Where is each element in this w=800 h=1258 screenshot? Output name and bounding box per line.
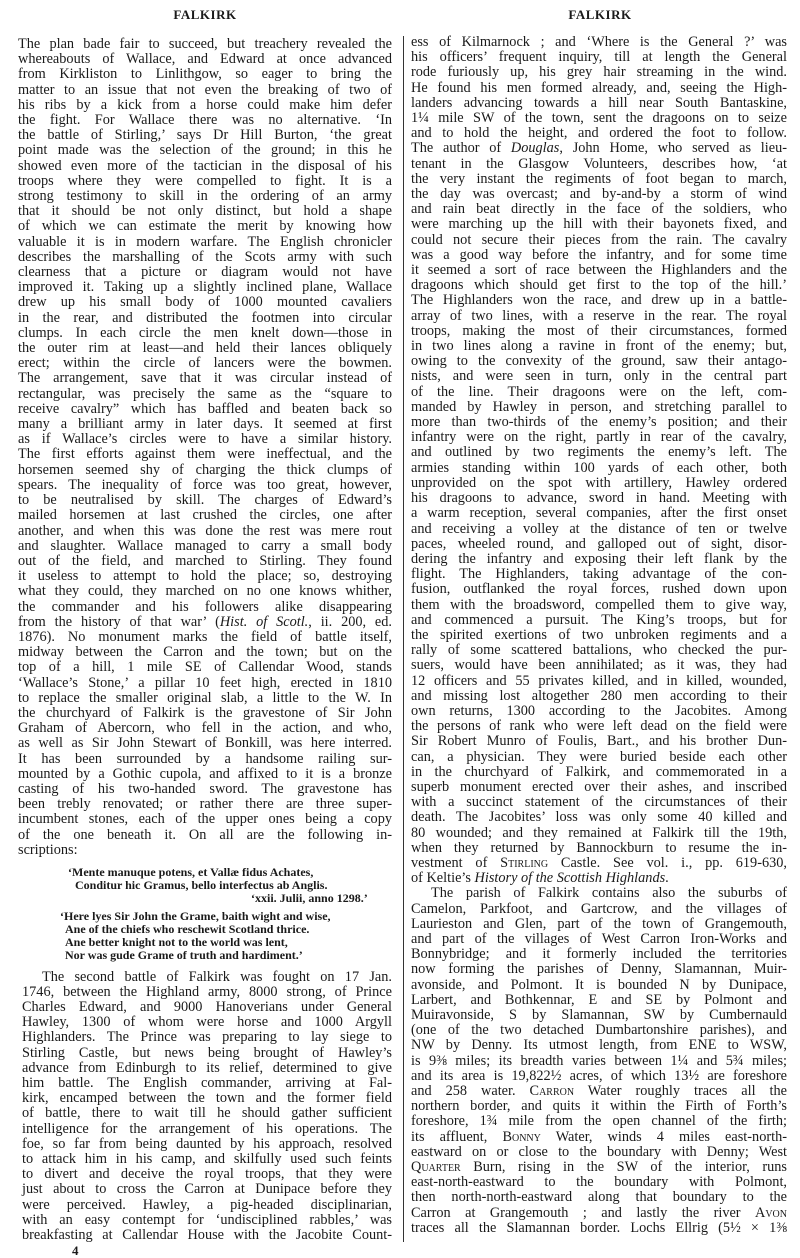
text-line: the churchyard of Falkirk is the gravestone of Sir John	[18, 704, 392, 721]
text-line: foe, so far from being daunted by his approach, resolved	[22, 1135, 392, 1152]
small-caps-text: Avon	[755, 1204, 787, 1221]
text-line: it useless to attempt to hold the place; so, destroying	[18, 568, 392, 585]
text-line: him battle. The English commander, arriving at Fal-	[22, 1074, 392, 1091]
page-number: 4	[72, 1243, 79, 1258]
text-line	[411, 1206, 787, 1221]
text-line	[411, 871, 787, 886]
text-line: his officers’ frequent inquiry, till at length the General	[411, 49, 787, 66]
text-line: avonside, and Polmont. It is bounded N by Dunipace,	[411, 976, 787, 993]
text-line: fusion, outflanked the royal forces, rushed down upon	[411, 581, 787, 598]
text-line: were perceived. Hawley, a pig-headed disciplinarian,	[22, 1196, 392, 1213]
text-line: dering the infantry and exposing their left flank by the	[411, 550, 787, 567]
text-line: Muiravonside, S by Slamannan, SW by Cumbernauld	[411, 1007, 787, 1023]
text-line: advance from Edinburgh to its relief, determined to give	[22, 1059, 392, 1076]
italic-text: History of the Scottish Highlands	[474, 870, 666, 887]
text-line: The arrangement, save that it was circular instead of	[18, 370, 392, 387]
text-segment: .	[665, 870, 669, 887]
text-line: been trebly renovated; or rather there are three super-	[18, 796, 392, 813]
text-segment: , John Home, who served as lieu-	[559, 140, 787, 157]
text-line: death. The Jacobites’ loss was only some 40 killed and	[411, 809, 787, 826]
text-line: 80 wounded; and they remained at Falkirk till the 19th,	[411, 824, 787, 841]
text-line: scriptions:	[18, 841, 78, 858]
text-segment: Carron at Grangemouth ; and lastly the river	[411, 1204, 755, 1221]
text-line: as well as Sir John Stewart of Bonkill, was here interred.	[18, 735, 392, 752]
text-line: 12 officers and 55 privates killed, and in killed, wounded,	[411, 672, 787, 689]
text-line: and rain beat directly in the face of the soldiers, who	[411, 201, 787, 218]
text-line: The first efforts against them were ineffectual, and the	[18, 446, 392, 463]
text-line: mounted by a Gothic cupola, and affixed to it is a bronze	[18, 765, 392, 782]
text-line: many a brilliant army in later days. It seemed at first	[18, 416, 392, 433]
text-line: Highlanders. The Prince was preparing to lay siege to	[22, 1029, 392, 1046]
text-line: whereabouts of Wallace, and Edward at once advanced	[18, 51, 392, 68]
inscription-latin	[68, 866, 392, 904]
text-line: landers advancing towards a hill near South Bantaskine,	[411, 94, 787, 111]
text-line: when they returned by Bannockburn to resume the in-	[411, 839, 787, 856]
text-line: of which we can estimate the merit by knowing how	[18, 218, 392, 235]
text-line: eastward on or close to the boundary with Denny; West	[411, 1143, 787, 1160]
text-line: and outlined by two regiments the enemy’s left. The	[411, 444, 787, 461]
text-line: Bonnybridge; and it formerly included the territories	[411, 946, 787, 963]
text-line: as if Wallace’s circles were to have a similar history.	[18, 431, 392, 448]
text-segment: Castle. See vol. i., pp. 619-630,	[548, 854, 787, 871]
text-line: and to hold the height, and ordered the foot to follow.	[411, 125, 787, 142]
text-line: Charles Edward, and 9000 Hanoverians under General	[22, 998, 392, 1015]
text-line: 1¼ mile SW of the town, sent the dragoons on to seize	[411, 110, 787, 127]
text-line: infantry were on the right, partly in rear of the cavalry,	[411, 429, 787, 446]
text-line: now forming the parishes of Denny, Slamannan, Muir-	[411, 961, 787, 978]
inscription-date: ‘xxii. Julii, anno 1298.’	[251, 890, 368, 905]
text-line: can, a physician. They were buried beside each other	[411, 748, 787, 765]
text-line: own returns, 1300 according to the Jacobites. Among	[411, 702, 787, 719]
text-line: midway between the Carron and the town; but on the	[18, 644, 392, 661]
text-line: with a succinct statement of the circumstances of their	[411, 794, 787, 811]
text-line: in the rear, and distributed the footmen into circular	[18, 309, 392, 326]
text-line: of battle, there to wait till he should gather sufficient	[22, 1105, 392, 1122]
text-segment: Water, winds 4 miles east-north-	[540, 1128, 787, 1145]
text-line: kirk, encamped between the town and the former field	[22, 1090, 392, 1107]
text-line: The parish of Falkirk contains also the suburbs of	[431, 885, 787, 902]
text-line: to attack him in his camp, and skilfully used such feints	[22, 1150, 392, 1167]
text-line: valuable it is in modern warfare. The English chronicler	[18, 233, 392, 250]
text-line: 1876). No monument marks the field of battle itself,	[18, 628, 392, 645]
text-line: that it should be not only distinct, but hold a shape	[18, 203, 392, 220]
text-line: unprovided on the spot with artillery, Hawley ordered	[411, 474, 787, 491]
text-line	[411, 1160, 787, 1175]
text-line: east-north-eastward to the boundary with Polmont,	[411, 1174, 787, 1191]
text-line: northern border, and quits it within the Firth of Forth’s	[411, 1098, 787, 1115]
text-line: and commenced a pursuit. The King’s troops, but for	[411, 611, 787, 628]
text-line: Laurieston and Glen, part of the town of Grangemouth,	[411, 915, 787, 932]
text-line: clumps. In each circle the men knelt down—those in	[18, 324, 392, 341]
text-line: his ribs by a kick from a horse could make him defer	[18, 96, 392, 113]
text-line: in the churchyard of Falkirk, and commemorated in a	[411, 763, 787, 780]
text-line: casting of his two-handed sword. The gravestone has	[18, 780, 392, 797]
text-segment: , ii. 200, ed.	[308, 613, 393, 630]
text-line: and part of the villages of West Carron Iron-Works and	[411, 930, 787, 947]
italic-text: Hist. of Scotl.	[219, 613, 309, 630]
text-line: was a good way before the infantry, and for some time	[411, 246, 787, 263]
text-line: traces all the Slamannan border. Lochs Ellrig (5½ × 1⅜	[411, 1219, 787, 1236]
text-line: and its area is 19,822½ acres, of which 13½ are foreshore	[411, 1067, 787, 1084]
text-line: and slaughter. Wallace managed to carry a small body	[18, 537, 392, 554]
text-segment: its affluent,	[411, 1128, 503, 1145]
text-line: strong testimony to skill in the ordering of an army	[18, 188, 392, 205]
text-line: flight. The Highlanders, taking advantage of the con-	[411, 566, 787, 583]
text-line: intelligence for the arrangement of his operations. The	[22, 1120, 392, 1137]
italic-text: Douglas	[510, 140, 560, 157]
text-line: (one of the two detached Dumbartonshire parishes), and	[411, 1022, 787, 1039]
text-line: manded by Hawley in person, and stretching parallel to	[411, 398, 787, 415]
left-column	[18, 37, 392, 1258]
column-divider	[403, 36, 404, 1242]
text-line: spears. The inequality of force was too great, however,	[18, 476, 392, 493]
inscription-line: Ane better knight not to the world was lent,	[65, 934, 288, 949]
text-line: superb monument erected over their ashes, and inscribed	[411, 778, 787, 795]
inscription-line: Ane of the chiefs who reschewit Scotland thrice.	[65, 922, 310, 937]
text-line: and receiving a volley at the distance of ten or twelve	[411, 520, 787, 537]
inscription-scots	[60, 910, 392, 961]
inscription-line: Conditur hic Gramus, bello interfectus ab Anglis.	[75, 877, 328, 892]
text-line: from Kirkliston to Linlithgow, so eager to bring the	[18, 66, 392, 83]
left-column-paragraph-2	[18, 970, 392, 1244]
text-line: suers, would have been annihilated; as it was, they had	[411, 657, 787, 674]
text-line: the fight. For Wallace there was no alternative. ‘In	[18, 112, 392, 129]
text-line: tenant in the Glasgow Volunteers, describes how, ‘at	[411, 155, 787, 172]
text-line: matter to an issue that not even the breaking of two of	[18, 81, 392, 98]
text-segment: Burn, rising in the SW of the interior, runs	[460, 1159, 787, 1176]
inscription-line: ‘Here lyes Sir John the Grame, baith wight and wise,	[60, 909, 331, 924]
text-line: improved it. Taking up a slightly inclined plane, Wallace	[18, 279, 392, 296]
text-line: armies standing within 100 yards of each other, both	[411, 459, 787, 476]
text-line: receive cavalry” which has baffled and beaten back so	[18, 400, 392, 417]
text-segment: vestment of	[411, 854, 501, 871]
text-line: erect; within the circle of lancers were the bowmen.	[18, 355, 392, 372]
text-line: foreshore, 1¾ mile from the open channel of the firth;	[411, 1113, 787, 1130]
running-header-right: FALKIRK	[568, 7, 632, 22]
right-column-paragraph-1	[411, 35, 787, 886]
text-line: Graham of Abercorn, who fell in the action, and who,	[18, 720, 392, 737]
small-caps-text: Stirling	[500, 854, 549, 871]
text-line: owing to the convexity of the ground, saw their antago-	[411, 353, 787, 370]
running-header-left: FALKIRK	[173, 7, 237, 22]
text-line	[18, 615, 392, 630]
text-line: rectangular, was precisely the same as the “square to	[18, 385, 392, 402]
inscription-line: Nor was gude Grame of truth and hardiment.’	[65, 947, 303, 962]
text-line: horsemen seemed shy of charging the thick clumps of	[18, 461, 392, 478]
text-line: with an easy contempt for ‘undisciplined rabbles,’ was	[22, 1211, 392, 1228]
text-segment: The author of	[411, 140, 511, 157]
text-line: them with the broadsword, compelled them to give way,	[411, 596, 787, 613]
text-line: could not secure their pieces from the rain. The cavalry	[411, 231, 787, 248]
text-line	[411, 141, 787, 156]
text-line: of the line. Their dragoons were on the left, com-	[411, 383, 787, 400]
text-segment: and 258 water.	[411, 1083, 530, 1100]
text-line: troops, making the most of their circumstances, formed	[411, 322, 787, 339]
text-line: Hawley, 1300 of whom were horse and 1000 Argyll	[22, 1014, 392, 1031]
text-line: ‘Wallace’s Stone,’ a pillar 10 feet high, erected in 1810	[18, 674, 392, 691]
text-line: the spirited exertions of two unbroken regiments and a	[411, 626, 787, 643]
text-line: the battle of Stirling,’ says Dr Hill Burton, ‘the great	[18, 127, 392, 144]
left-column-paragraph-1	[18, 37, 392, 858]
text-line: dragoons which should get first to the top of the hill.’	[411, 277, 787, 294]
text-line: ess of Kilmarnock ; and ‘Where is the General ?’ was	[411, 34, 787, 50]
text-line: point made was the selection of the ground; in this he	[18, 142, 392, 159]
text-line: mailed horsemen at last crushed the circles, one after	[18, 507, 392, 524]
text-line: The second battle of Falkirk was fought on 17 Jan.	[42, 968, 392, 985]
text-line: 1746, between the Highland army, 8000 strong, of Prince	[22, 983, 392, 1000]
text-line: to divert and deceive the royal troops, that they were	[22, 1166, 392, 1183]
text-line: array of two lines, with a reserve in the rear. The royal	[411, 307, 787, 324]
text-line: rally of some scattered battalions, who checked the pur-	[411, 642, 787, 659]
text-line: Larbert, and Bothkennar, E and SE by Polmont and	[411, 991, 787, 1008]
text-line: the commander and his followers alike disappearing	[18, 598, 392, 615]
text-line: to replace the smaller original slab, a little to the W. In	[18, 689, 392, 706]
text-line: a warm reception, several companies, after the first onset	[411, 505, 787, 522]
text-line: more than two-thirds of the enemy’s position; and their	[411, 414, 787, 431]
text-line: top of a hill, 1 mile SE of Callendar Wood, stands	[18, 659, 392, 676]
text-line: what they could, they marched on no one knows whither,	[18, 583, 392, 600]
text-line: Stirling Castle, but news being brought of Hawley’s	[22, 1044, 392, 1061]
text-line: of the one beneath it. On all are the following in-	[18, 826, 392, 843]
text-segment: Water roughly traces all the	[574, 1083, 787, 1100]
text-line: Sir Robert Munro of Foulis, Bart., and his brother Dun-	[411, 733, 787, 750]
text-line: troops where they were compelled to fight. It is a	[18, 172, 392, 189]
small-caps-text: Quarter	[411, 1159, 461, 1176]
text-line: were marching up the hill with their bayonets fixed, and	[411, 216, 787, 233]
text-line: to be neutralised by skill. The charges of Edward’s	[18, 492, 392, 509]
text-line: the day was overcast; and by-and-by a storm of wind	[411, 186, 787, 203]
text-line: showed even more of the tactician in the disposal of his	[18, 157, 392, 174]
text-line: out of the field, and marched to Stirling. They found	[18, 552, 392, 569]
text-line: it seemed a sort of race between the Highlanders and the	[411, 262, 787, 279]
text-line: paces, wheeled round, and galloped out of sight, disor-	[411, 535, 787, 552]
text-line: describes the marshalling of the Scots army with such	[18, 248, 392, 265]
text-line: The plan bade fair to succeed, but treachery revealed the	[18, 36, 392, 52]
text-line: breakfasting at Callendar House with the Jacobite Count-	[22, 1227, 392, 1243]
small-caps-text: Bonny	[502, 1128, 541, 1145]
text-line: clearness that a picture or diagram would not have	[18, 264, 392, 281]
text-line: the very instant the regiments of foot began to march,	[411, 170, 787, 187]
text-line: nists, and were seen in turn, only in the central part	[411, 368, 787, 385]
right-column-paragraph-2	[411, 886, 787, 1236]
text-line: and missing lost altogether 280 men according to their	[411, 687, 787, 704]
right-column	[411, 35, 787, 1236]
text-line: NW by Denny. Its utmost length, from ENE to WSW,	[411, 1037, 787, 1054]
text-line: incumbent stones, each of the upper ones being a copy	[18, 811, 392, 828]
text-line: the outer rim at least—and held their lances obliquely	[18, 340, 392, 357]
text-line	[411, 1084, 787, 1099]
text-line: drew up his small body of 1000 mounted cavaliers	[18, 294, 392, 311]
text-segment: from the history of that war’ (	[18, 613, 220, 630]
text-line: his dragoons to advance, sword in hand. Meeting with	[411, 490, 787, 507]
text-line: the persons of rank who were left dead on the field were	[411, 718, 787, 735]
text-segment: of Keltie’s	[411, 870, 475, 887]
text-line: He found his men formed already, and, seeing the High-	[411, 79, 787, 96]
text-line	[411, 856, 787, 871]
small-caps-text: Carron	[529, 1083, 575, 1100]
inscription-line: ‘Mente manuque potens, et Vallæ fidus Achates,	[68, 864, 314, 879]
text-line: just about to cross the Carron at Dunipace before they	[22, 1181, 392, 1198]
text-line: another, and when this was done the rest was mere rout	[18, 522, 392, 539]
text-line: The Highlanders won the race, and drew up in a battle-	[411, 292, 787, 309]
text-line: in two lines along a ravine in front of the enemy; but,	[411, 338, 787, 355]
text-line: rode furiously up, his grey hair streaming in the wind.	[411, 64, 787, 81]
text-line: then north-north-eastward along that boundary to the	[411, 1189, 787, 1206]
text-line: It has been surrounded by a handsome railing sur-	[18, 750, 392, 767]
text-line: is 9⅜ miles; its breadth varies between 1¼ and 5¾ miles;	[411, 1052, 787, 1069]
text-line	[411, 1130, 787, 1145]
text-line: Camelon, Parkfoot, and Gartcrow, and the villages of	[411, 900, 787, 917]
